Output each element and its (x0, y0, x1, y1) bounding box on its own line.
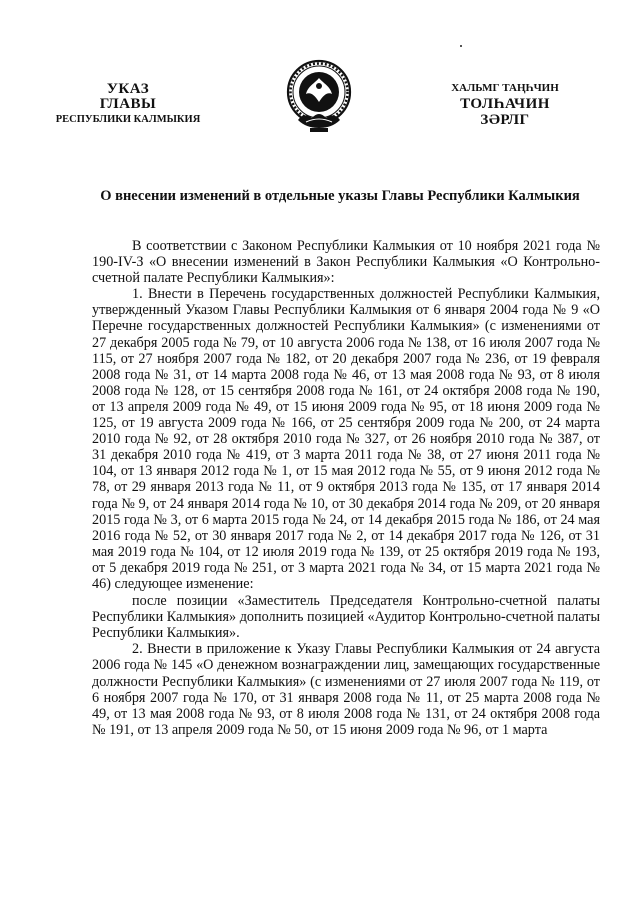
document-title: О внесении изменений в отдельные указы Главы Республики Калмыкия (100, 188, 580, 204)
header-right-line1: ХАЛЬМГ ТАҢҺЧИН (451, 82, 559, 94)
paragraph-item-1: 1. Внести в Перечень государственных должностей Республики Калмыкия, утвержденный Указом Главы Республики Калмыкия от 6 января 2004 года № 9 «О Перечне государственных должностей Республики Калмыкия» (с изменениями от 27 декабря 2005 года № 79, от 10 августа 2006 года № 138, от 16 июля 2007 года № 115, от 27 ноября 2007 года № 182, от 20 декабря 2007 года № 236, от 19 февраля 2008 года № 31, от 14 марта 2008 года № 46, от 13 мая 2008 года № 93, от 8 июля 2008 года № 128, от 15 сентября 2008 года № 161, от 24 октября 2008 года № 190, от 13 апреля 2009 года № 49, от 15 июня 2009 года № 95, от 18 июня 2009 года № 125, от 19 августа 2009 года № 166, от 25 сентября 2009 года № 200, от 24 марта 2010 года № 92, от 28 октября 2010 года № 327, от 26 ноября 2010 года № 387, от 31 декабря 2010 года № 419, от 3 марта 2011 года № 38, от 27 июня 2011 года № 104, от 13 января 2012 года № 1, от 15 мая 2012 года № 55, от 9 июня 2012 года № 78, от 29 января 2013 года № 11, от 9 октября 2013 года № 135, от 17 января 2014 года № 9, от 24 января 2014 года № 10, от 30 декабря 2014 года № 209, от 20 января 2015 года № 3, от 6 марта 2015 года № 24, от 14 декабря 2015 года № 186, от 24 мая 2016 года № 52, от 30 января 2017 года № 2, от 14 декабря 2017 года № 126, от 31 мая 2019 года № 104, от 12 июля 2019 года № 139, от 25 октября 2019 года № 193, от 5 декабря 2019 года № 251, от 3 марта 2021 года № 34, от 15 марта 2021 года № 46) следующее изменение: (92, 286, 600, 592)
header-left-line2: ГЛАВЫ (99, 96, 157, 112)
header-right-block (420, 80, 590, 128)
header-left-line3: РЕСПУБЛИКИ КАЛМЫКИЯ (55, 114, 201, 125)
header-left-line1: УКАЗ (106, 81, 150, 97)
coat-of-arms-icon (284, 56, 354, 138)
paragraph-item-2: 2. Внести в приложение к Указу Главы Республики Калмыкия от 24 августа 2006 года № 145 «О денежном вознаграждении лиц, замещающих государственные должности Республики Калмыкия» (с изменениями от 27 июля 2007 года № 119, от 6 ноября 2007 года № 170, от 31 января 2008 года № 11, от 25 марта 2008 года № 49, от 13 мая 2008 года № 93, от 8 июля 2008 года № 131, от 24 октября 2008 года № 191, от 13 апреля 2009 года № 50, от 15 июня 2009 года № 96, от 1 марта (92, 641, 600, 738)
header-left-block (28, 82, 228, 127)
paragraph-preamble: В соответствии с Законом Республики Калмыкия от 10 ноября 2021 года № 190-IV-З «О внесении изменений в Закон Республики Калмыкия «О Контрольно-счетной палате Республики Калмыкия»: (92, 238, 600, 287)
header-right-line2: ТОЛҺАЧИН (460, 96, 550, 112)
scan-speck (460, 45, 462, 47)
header-right-line3: ЗӘРЛГ (480, 112, 530, 128)
paragraph-item-1-amendment: после позиции «Заместитель Председателя Контрольно-счетной палаты Республики Калмыкия» дополнить позицией «Аудитор Контрольно-счетной палаты Республики Калмыкия». (92, 593, 600, 642)
document-body (92, 238, 600, 738)
